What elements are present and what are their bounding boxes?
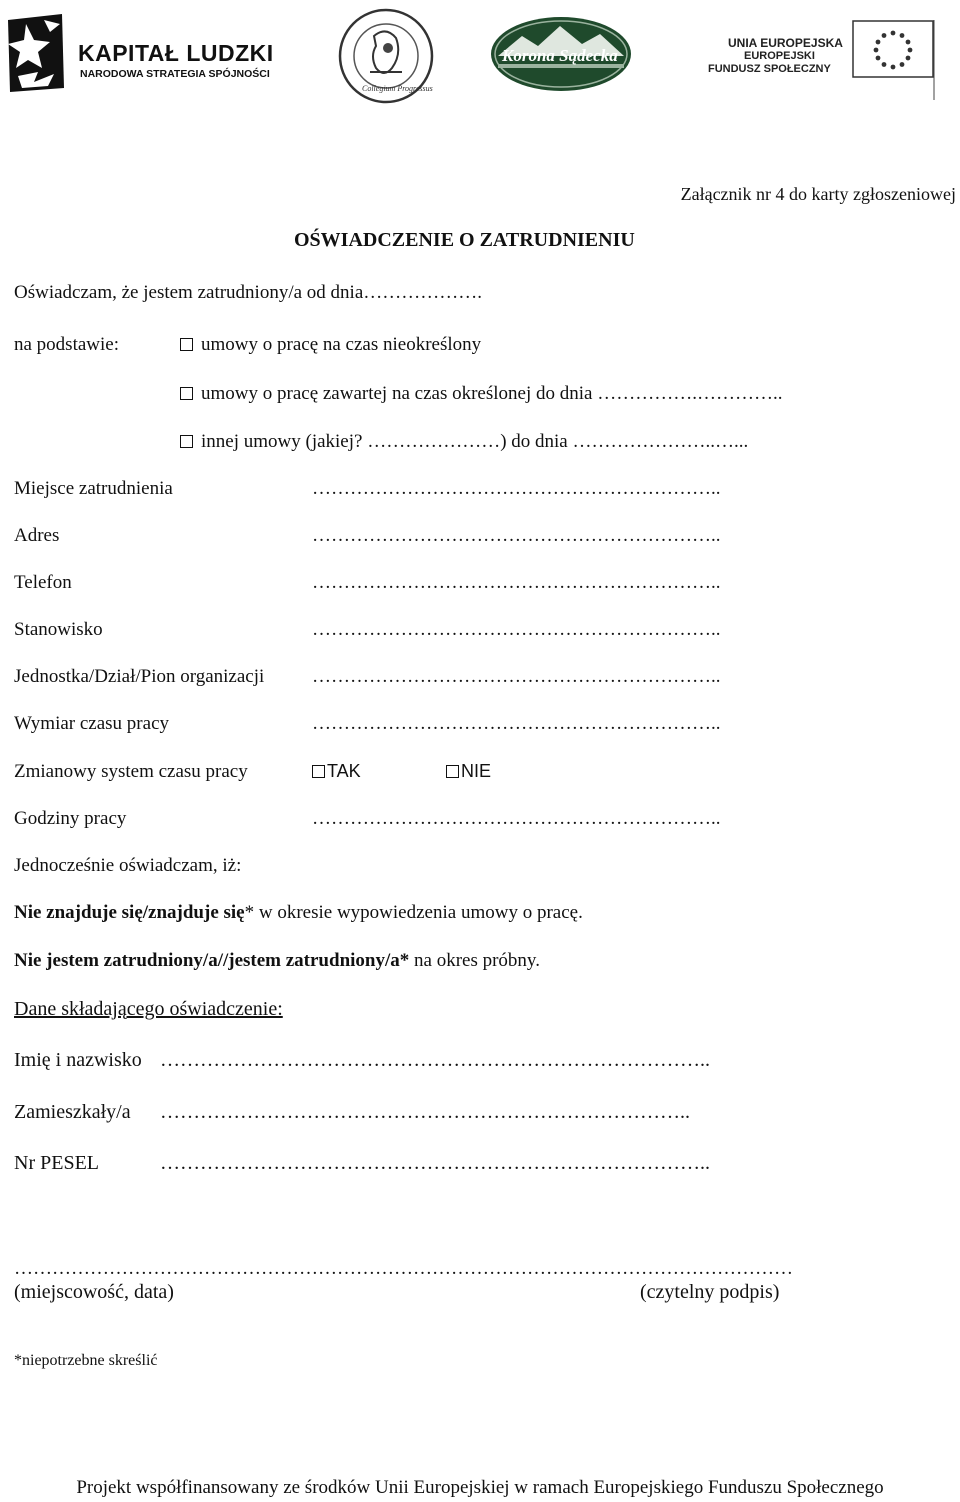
field-label-unit: Jednostka/Dział/Pion organizacji [14,666,265,687]
declarant-pesel-label: Nr PESEL [14,1152,99,1174]
shift-yes-label: TAK [327,761,361,781]
eu-line1: UNIA EUROPEJSKA [728,36,843,50]
declarant-name-label: Imię i nazwisko [14,1049,142,1071]
checkbox-icon[interactable] [180,435,193,448]
declarant-residence-label: Zamieszkały/a [14,1101,131,1123]
checkbox-icon[interactable] [180,338,193,351]
field-input-address[interactable]: ……………………………………………………….. [312,525,721,546]
declarant-pesel-input[interactable]: ……………………………………………………………………….. [160,1152,710,1174]
contract-option-2-date-field[interactable]: …………….………….. [592,383,783,404]
field-input-working-time[interactable]: ……………………………………………………….. [312,713,721,734]
field-input-phone[interactable]: ……………………………………………………….. [312,572,721,593]
field-label-phone: Telefon [14,572,72,593]
declarant-header: Dane składającego oświadczenie: [14,998,283,1020]
statement-notice-period-rest: * w okresie wypowiedzenia umowy o pracę. [244,902,583,923]
contract-option-3-date-field[interactable]: …………………..…... [567,431,749,452]
signature-dots[interactable]: …………………………………………………………………………………………………………… [14,1258,793,1279]
field-label-working-time: Wymiar czasu pracy [14,713,169,734]
korona-text: Korona Sądecka [502,46,618,65]
kapital-ludzki-logo [4,10,274,96]
field-label-position: Stanowisko [14,619,103,640]
field-input-workplace[interactable]: ……………………………………………………….. [312,478,721,499]
seal-text: Collegium Progressus [362,84,433,93]
contract-option-2[interactable] [180,383,782,405]
field-input-position[interactable]: ……………………………………………………….. [312,619,721,640]
checkbox-icon[interactable] [180,387,193,400]
working-hours-input[interactable]: ……………………………………………………….. [312,808,721,829]
intro-line [14,282,482,304]
checkbox-icon[interactable] [446,765,459,778]
statement-notice-period [14,902,583,924]
eu-line3: FUNDUSZ SPOŁECZNY [708,63,831,75]
kapital-ludzki-subtitle: NARODOWA STRATEGIA SPÓJNOŚCI [80,68,270,80]
field-label-address: Adres [14,525,60,546]
statement-probation-bold[interactable]: Nie jestem zatrudniony/a//jestem zatrudniony/a* [14,950,410,971]
field-label-workplace: Miejsce zatrudnienia [14,478,173,499]
footnote: *niepotrzebne skreślić [14,1352,158,1369]
korona-sadecka-logo [490,16,632,92]
shift-system-label: Zmianowy system czasu pracy [14,761,248,782]
working-hours-label: Godziny pracy [14,808,127,829]
intro-date-field[interactable]: ………………. [363,282,483,303]
eu-logo [708,8,938,100]
statement-notice-period-bold[interactable]: Nie znajduje się/znajduje się [14,902,245,923]
contract-option-1[interactable] [180,334,481,356]
declaration-intro: Jednocześnie oświadczam, iż: [14,855,242,876]
declarant-residence-input[interactable]: …………………………………………………………………….. [160,1101,690,1123]
statement-probation-rest: na okres próbny. [409,950,540,971]
collegium-seal-logo [336,6,436,106]
contract-option-3[interactable] [180,431,748,453]
contract-option-1-label: umowy o pracę na czas nieokreślony [201,334,482,355]
attachment-note: Załącznik nr 4 do karty zgłoszeniowej [680,184,956,204]
eu-line2: EUROPEJSKI [744,50,815,62]
signature-label: (czytelny podpis) [640,1281,780,1303]
kapital-ludzki-title: KAPITAŁ LUDZKI [78,40,274,66]
intro-label: Oświadczam, że jestem zatrudniony/a od dnia [14,282,364,303]
checkbox-icon[interactable] [312,765,325,778]
shift-no-label: NIE [461,761,492,781]
shift-no-option[interactable] [446,761,491,782]
footer-text: Projekt współfinansowany ze środków Unii Europejskiej w ramach Europejskiego Funduszu Społecznego [76,1477,884,1498]
contract-option-3-label: innej umowy (jakiej? …………………) do dnia [201,431,568,452]
shift-yes-option[interactable] [312,761,361,782]
contract-option-2-label: umowy o pracę zawartej na czas określonej do dnia [201,383,593,404]
field-input-unit[interactable]: ……………………………………………………….. [312,666,721,687]
declarant-name-input[interactable]: ……………………………………………………………………….. [160,1049,710,1071]
eu-flag-icon [852,20,936,100]
basis-label: na podstawie: [14,334,120,355]
statement-probation [14,950,540,972]
place-date-label: (miejscowość, data) [14,1281,174,1303]
page-title: OŚWIADCZENIE O ZATRUDNIENIU [294,229,635,251]
